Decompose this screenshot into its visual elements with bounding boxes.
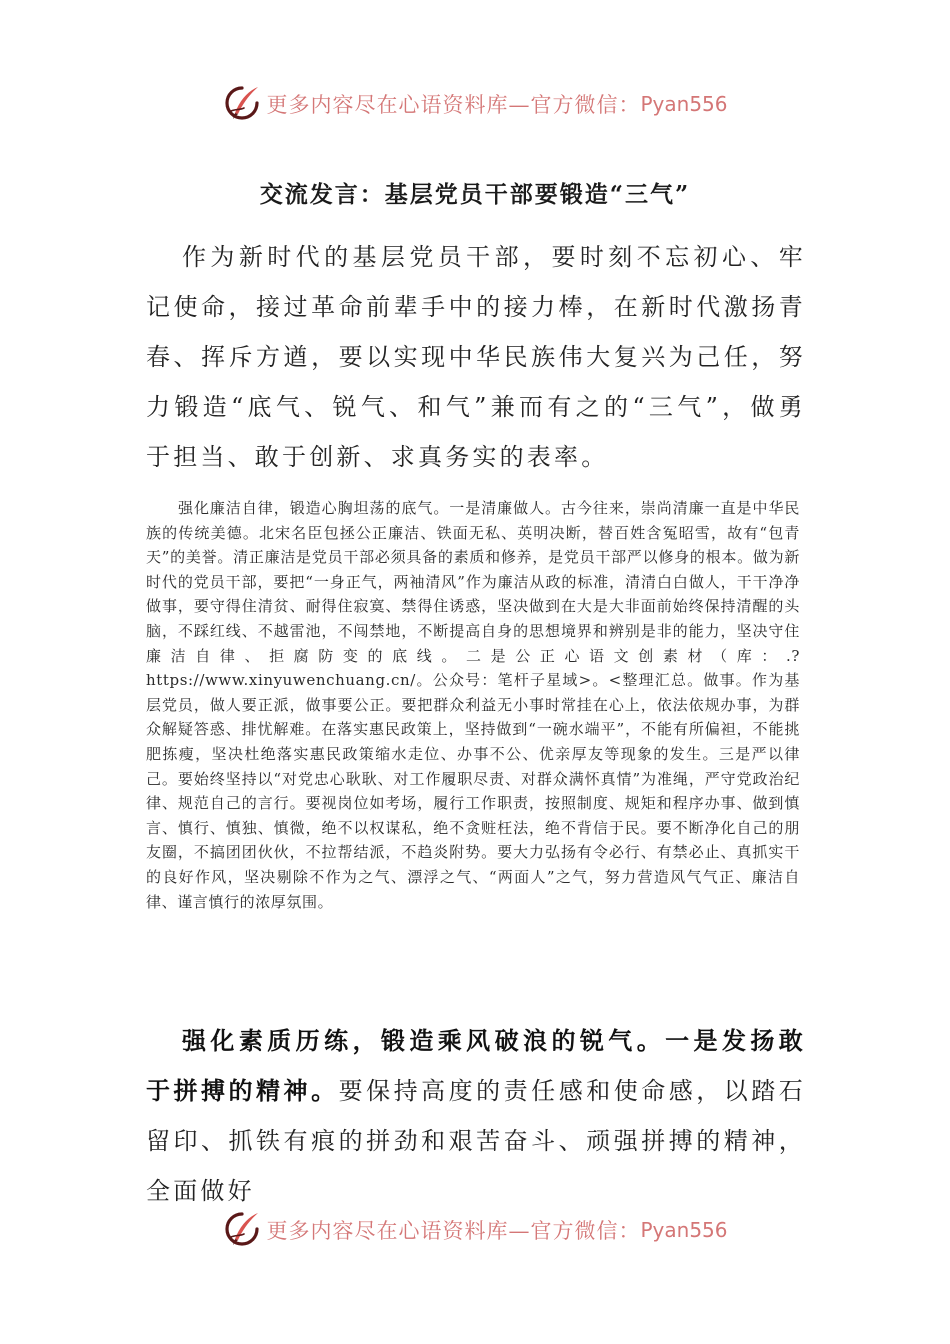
quill-pen-logo-icon bbox=[222, 84, 262, 124]
watermark-text: 更多内容尽在心语资料库—官方微信： bbox=[266, 1219, 641, 1243]
watermark-wechat-id: Pyan556 bbox=[640, 1218, 728, 1242]
section-paragraph bbox=[146, 1016, 806, 1216]
watermark-text: 更多内容尽在心语资料库—官方微信： bbox=[266, 93, 641, 117]
body-paragraph: 强化廉洁自律，锻造心胸坦荡的底气。一是清廉做人。古今往来，崇尚清廉一直是中华民族的传统美德。北宋名臣包拯公正廉洁、铁面无私、英明决断，替百姓含冤昭雪，故有“包青天”的美誉。清正廉洁是党员干部必须具备的素质和修养，是党员干部严以修身的根本。做为新时代的党员干部，要把“一身正气，两袖清风”作为廉洁从政的标准，清清白白做人，干干净净做事，要守得住清贫、耐得住寂寞、禁得住诱惑，坚决做到在大是大非面前始终保持清醒的头脑，不踩红线、不越雷池，不闯禁地，不断提高自身的思想境界和辨别是非的能力，坚决守住廉洁自律、拒腐防变的底线。二是公正心语文创素材（库：.?https://www.xinyuwenchuang.cn/。公众号：笔杆子星域>。<整理汇总。做事。作为基层党员，做人要正派，做事要公正。要把群众利益无小事时常挂在心上，依法依规办事，为群众解疑答惑、排忧解难。在落实惠民政策上，坚持做到“一碗水端平”，不能有所偏袒，不能挑肥拣瘦，坚决杜绝落实惠民政策缩水走位、办事不公、优亲厚友等现象的发生。三是严以律己。要始终坚持以“对党忠心耿耿、对工作履职尽责、对群众满怀真情”为准绳，严守党政治纪律、规范自己的言行。要视岗位如考场，履行工作职责，按照制度、规矩和程序办事、做到慎言、慎行、慎独、慎微，绝不以权谋私，绝不贪赃枉法，绝不背信于民。要不断净化自己的朋友圈，不搞团团伙伙，不拉帮结派，不趋炎附势。要大力弘扬有令必行、有禁必止、真抓实干的良好作风，坚决剔除不作为之气、漂浮之气、“两面人”之气，努力营造风气气正、廉洁自律、谨言慎行的浓厚氛围。 bbox=[146, 499, 800, 911]
quill-pen-logo-icon bbox=[222, 1210, 262, 1250]
document-title: 交流发言：基层党员干部要锻造“三气” bbox=[259, 181, 691, 208]
footer-watermark-banner bbox=[0, 1208, 950, 1252]
header-watermark-banner bbox=[0, 82, 950, 126]
watermark-wechat-id: Pyan556 bbox=[640, 92, 728, 116]
section-text: 要保持高度的责任感和使命感，以踏石留印、抓铁有痕的拼劲和艰苦奋斗、顽强拼搏的精神，全面做好 bbox=[146, 1077, 806, 1205]
lead-paragraph: 作为新时代的基层党员干部，要时刻不忘初心、牢记使命，接过革命前辈手中的接力棒，在新时代激扬青春、挥斥方遒，要以实现中华民族伟大复兴为己任，努力锻造“底气、锐气、和气”兼而有之的“三气”，做勇于担当、敢于创新、求真务实的表率。 bbox=[146, 243, 806, 471]
section-heading-bold: 强化素质历练，锻造乘风破浪的锐气。一是发扬敢于拼搏的精神。 bbox=[146, 1026, 806, 1105]
